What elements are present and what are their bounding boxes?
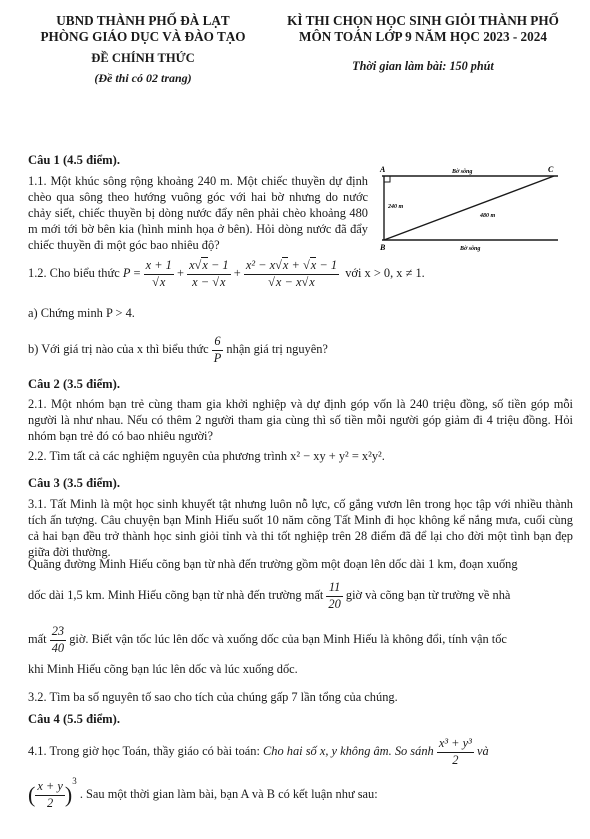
q3-part4-tail: giờ. Biết vận tốc lúc lên dốc và xuống dốc của bạn Minh Hiếu là không đổi, tính vận tốc [69,632,507,647]
q1-part-b: b) Với giá trị nào của x thì biểu thức $\frac{6}{P}$ nhận giá trị nguyên? [28,334,328,365]
q4-part1: 4.1. Trong giờ học Toán, thầy giáo có bài toán: Cho hai số x, y không âm. So sánh $\frac{\text{x³ + y³}}{2}$ và [28,736,489,767]
q3-part2: Quãng đường Minh Hiếu cõng bạn từ nhà đến trường gồm một đoạn lên dốc dài 1 km, đoạn xuống [28,557,518,571]
q4-part1-problem: Cho hai số x, y không âm. So sánh [263,744,434,759]
figure-label-b: B [380,243,386,252]
q4-part2: ( $\frac{x + y}{2}$ )$^3$ . Sau một thời gian làm bài, bạn A và B có kết luận như sau: [28,776,378,810]
figure-path-label: 480 m [480,213,496,219]
q3-part4: mất $\frac{23}{40}$ giờ. Biết vận tốc lúc lên dốc và xuống dốc của bạn Minh Hiếu là không đổi, tính vận tốc [28,624,507,655]
q4-title: Câu 4 (5.5 điểm). [28,712,120,726]
page-count-note: (Đề thi có 02 trang) [94,70,192,85]
q1-part1: 1.1. Một khúc sông rộng khoảng 240 m. Một chiếc thuyền dự định chèo qua sông theo hướng vuông góc với hai bờ nhưng do nước chảy siết, chiếc thuyền bị dòng nước đẩy nên phải chèo khoảng 480 m mới tới bờ bên kia (hình minh họa ở bên). Hỏi dòng nước đã đẩy chiếc thuyền đi một góc bao nhiêu độ? [28,174,368,252]
q3-part1: 3.1. Tất Minh là một học sinh khuyết tật nhưng luôn nỗ lực, cố gắng vươn lên trong học tập với nhiều thành tích ấn tượng. Câu chuyện bạn Minh Hiếu suốt 10 năm cõng Tất Minh đi học không kể nắng mưa, cuối cùng cả hai bạn đều trở thành học sinh giỏi tỉnh và thi tốt nghiệp trên 28 điểm đã để lại cho đời một tình bạn đẹp giữa đời thường. [28,497,573,559]
q3-part5: khi Minh Hiếu cõng bạn lúc lên dốc và lúc xuống dốc. [28,662,298,676]
q3-part3: dốc dài 1,5 km. Minh Hiếu cõng bạn từ nhà đến trường mất $\frac{11}{20}$ giờ và cõng bạn từ trường về nhà [28,580,511,611]
header-left [18,13,268,86]
river-figure [378,164,563,254]
q1-part-b-tail: nhận giá trị nguyên? [226,342,328,357]
q4-part1-and: và [476,744,489,759]
q3-title: Câu 3 (3.5 điểm). [28,476,120,490]
q1-part-a: a) Chứng minh P > 4. [28,306,135,320]
issuer-city: UBND THÀNH PHỐ ĐÀ LẠT [56,13,230,28]
q1-part2-lead: 1.2. Cho biểu thức [28,266,120,281]
figure-label-a: A [380,165,386,174]
q1-title: Câu 1 (4.5 điểm). [28,153,120,167]
figure-width-label: 240 m [388,204,404,210]
figure-bank-top: Bờ sông [452,169,473,175]
q3-part3-lead: dốc dài 1,5 km. Minh Hiếu cõng bạn từ nhà đến trường mất [28,588,324,603]
q2-title: Câu 2 (3.5 điểm). [28,377,120,391]
q3-part6: 3.2. Tìm ba số nguyên tố sao cho tích của chúng gấp 7 lần tổng của chúng. [28,690,398,704]
q1-part-b-lead: b) Với giá trị nào của x thì biểu thức [28,342,209,357]
q3-part3-tail: giờ và cõng bạn từ trường về nhà [345,588,511,603]
q1-part2: 1.2. Cho biểu thức P = $\frac{x + 1}{√x}$ + $\frac{x√x - 1}{x - √x}$ + $\frac{\text{x² − x√x + √x − 1}}{√x - x√x}$ với x > 0, x ≠ 1. [28,258,425,289]
figure-bank-bottom: Bờ sông [460,246,481,252]
q3-part4-lead: mất [28,632,47,647]
q2-part2: 2.2. Tìm tất cả các nghiệm nguyên của phương trình x² − xy + y² = x²y². [28,449,385,463]
q1-part2-condition: với x > 0, x ≠ 1. [345,266,425,281]
figure-label-c: C [548,165,554,174]
q2-part1: 2.1. Một nhóm bạn trẻ cùng tham gia khởi nghiệp và dự định góp vốn là 240 triệu đồng, số tiền góp mỗi người là như nhau. Nếu có thêm 2 người tham gia cùng thì số tiền mỗi người góp giảm đi 4 triệu đồng. Hỏi nhóm bạn trẻ đó có bao nhiêu người? [28,397,573,443]
exam-time: Thời gian làm bài: 150 phút [352,58,494,73]
q4-part1-lead: 4.1. Trong giờ học Toán, thầy giáo có bài toán: [28,744,260,759]
exam-name: KÌ THI CHỌN HỌC SINH GIỎI THÀNH PHỐ [287,13,559,28]
exam-subject: MÔN TOÁN LỚP 9 NĂM HỌC 2023 - 2024 [299,28,547,44]
issuer-department: PHÒNG GIÁO DỤC VÀ ĐÀO TẠO [40,28,246,44]
q4-part2-tail: . Sau một thời gian làm bài, bạn A và B có kết luận như sau: [79,787,378,801]
official-label: ĐỀ CHÍNH THỨC [91,50,195,65]
header-right [268,13,578,74]
